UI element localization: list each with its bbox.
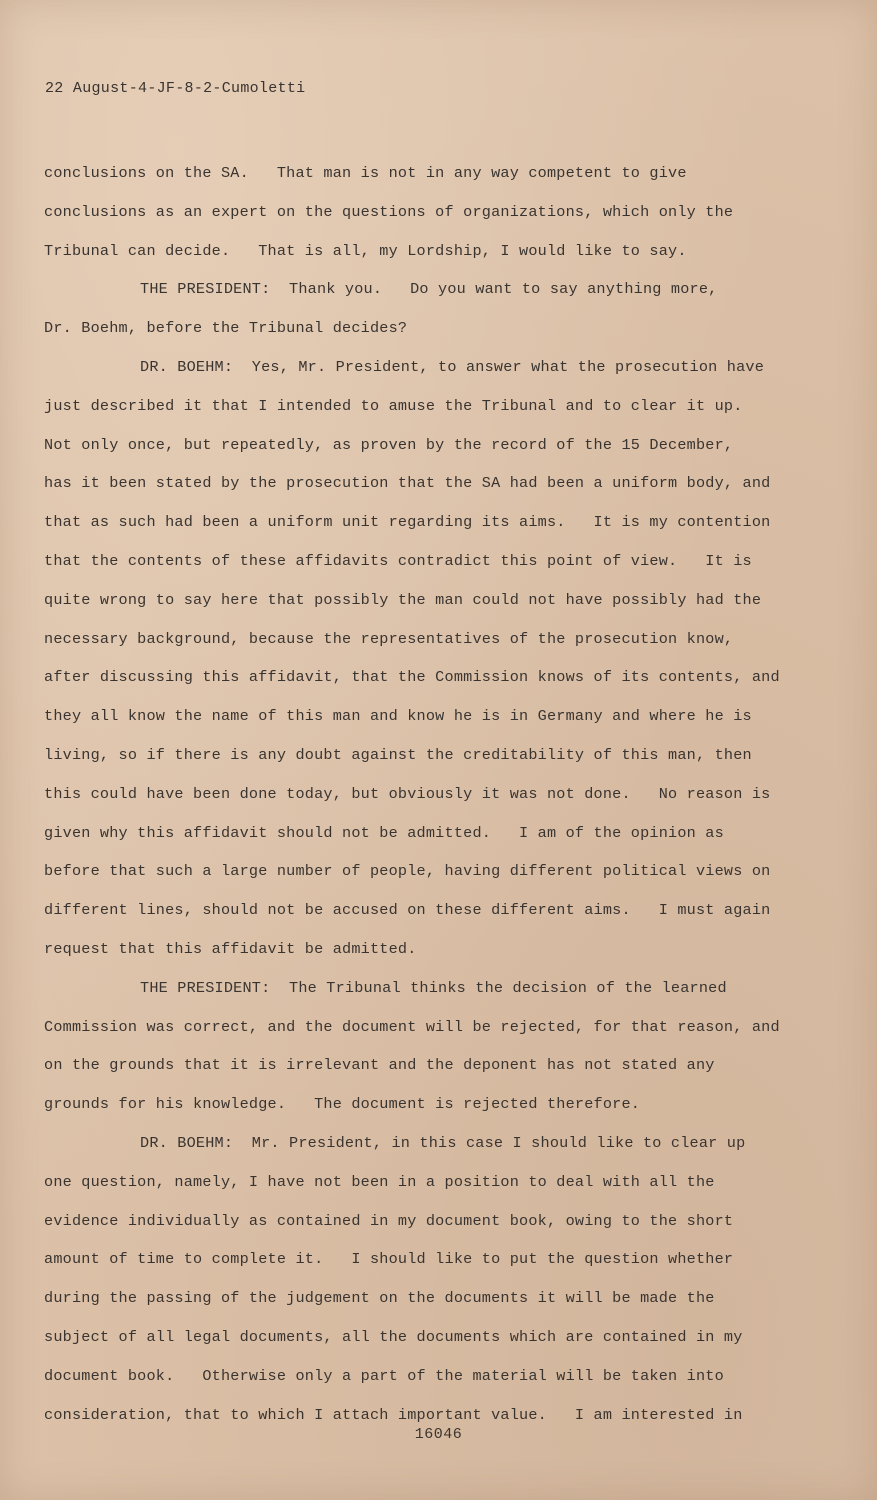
paragraph-start-line: DR. BOEHM: Yes, Mr. President, to answer what the prosecution have — [140, 357, 765, 376]
text-line: necessary background, because the representatives of the prosecution know, — [44, 629, 734, 648]
text-line: that the contents of these affidavits contradict this point of view. It is — [44, 551, 752, 570]
text-line: that as such had been a uniform unit regarding its aims. It is my contention — [44, 513, 771, 532]
text-line: one question, namely, I have not been in a position to deal with all the — [44, 1172, 715, 1191]
text-line: subject of all legal documents, all the documents which are contained in my — [44, 1327, 743, 1346]
document-body — [0, 154, 877, 1434]
page-header: 22 August-4-JF-8-2-Cumoletti — [45, 80, 306, 97]
text-line: conclusions on the SA. That man is not in any way competent to give — [44, 164, 687, 182]
text-line: this could have been done today, but obviously it was not done. No reason is — [44, 784, 771, 803]
text-line: conclusions as an expert on the questions of organizations, which only the — [44, 202, 734, 221]
paragraph-start-line: THE PRESIDENT: The Tribunal thinks the decision of the learned — [140, 978, 727, 997]
text-line: after discussing this affidavit, that the Commission knows of its contents, and — [44, 668, 780, 687]
text-line: during the passing of the judgement on the documents it will be made the — [44, 1289, 715, 1308]
page-number: 16046 — [414, 1426, 463, 1443]
text-line: Dr. Boehm, before the Tribunal decides? — [44, 319, 408, 338]
text-line: just described it that I intended to amuse the Tribunal and to clear it up. — [44, 396, 743, 415]
text-line: before that such a large number of people, having different political views on — [44, 862, 771, 881]
text-line: Not only once, but repeatedly, as proven by the record of the 15 December, — [44, 435, 734, 454]
text-line: Tribunal can decide. That is all, my Lordship, I would like to say. — [44, 241, 687, 260]
text-line: they all know the name of this man and know he is in Germany and where he is — [44, 707, 752, 726]
text-line: living, so if there is any doubt against the creditability of this man, then — [44, 745, 752, 764]
text-line: grounds for his knowledge. The document is rejected therefore. — [44, 1095, 641, 1114]
text-line: request that this affidavit be admitted. — [44, 939, 417, 958]
text-line: given why this affidavit should not be admitted. I am of the opinion as — [44, 823, 724, 842]
text-line: evidence individually as contained in my document book, owing to the short — [44, 1211, 734, 1230]
text-line: consideration, that to which I attach important value. I am interested in — [44, 1405, 743, 1424]
text-line: quite wrong to say here that possibly the man could not have possibly had the — [44, 590, 762, 609]
paragraph-start-line: THE PRESIDENT: Thank you. Do you want to say anything more, — [140, 280, 718, 299]
text-line: different lines, should not be accused on these different aims. I must again — [44, 901, 771, 920]
text-line: Commission was correct, and the document will be rejected, for that reason, and — [44, 1017, 780, 1036]
text-line: has it been stated by the prosecution that the SA had been a uniform body, and — [44, 474, 771, 493]
text-line: amount of time to complete it. I should like to put the question whether — [44, 1250, 734, 1269]
paragraph-start-line: DR. BOEHM: Mr. President, in this case I should like to clear up — [140, 1133, 746, 1152]
text-line: on the grounds that it is irrelevant and the deponent has not stated any — [44, 1056, 715, 1075]
text-line: document book. Otherwise only a part of the material will be taken into — [44, 1366, 724, 1385]
